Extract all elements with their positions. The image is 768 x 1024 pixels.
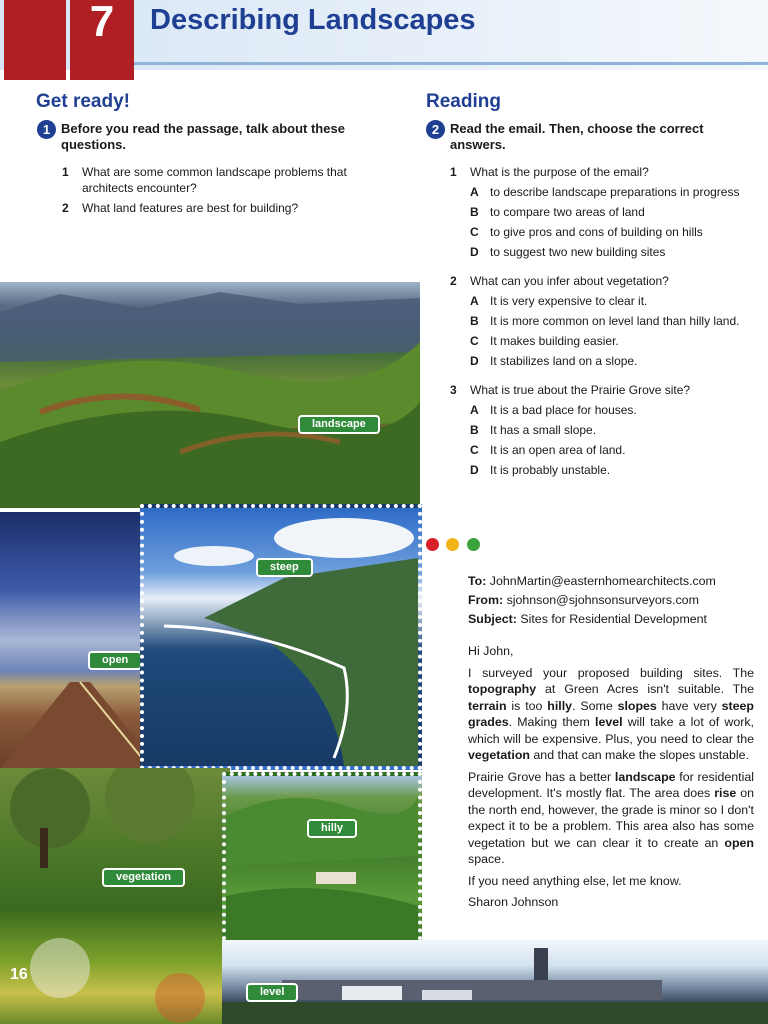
unit-tab-left: [4, 0, 66, 80]
question-text: What can you infer about vegetation?: [470, 274, 669, 288]
question-number: 2: [62, 201, 69, 215]
option-letter: B: [470, 205, 479, 219]
vegetation-photo: [0, 768, 230, 1024]
option-text: It stabilizes land on a slope.: [490, 354, 638, 368]
to-label: To:: [468, 574, 487, 588]
header-rule: [130, 62, 768, 65]
answer-option[interactable]: [470, 184, 766, 202]
email-to: [468, 572, 754, 591]
option-letter: A: [470, 185, 479, 199]
page-number: 16: [10, 966, 28, 983]
question-text: What are some common landscape problems that architects encounter?: [82, 165, 347, 195]
option-letter: D: [470, 463, 479, 477]
unit-number: 7: [89, 0, 115, 46]
text-run: Prairie Grove has a better: [468, 769, 615, 784]
keyword: hilly: [547, 698, 573, 713]
option-text: It makes building easier.: [490, 334, 619, 348]
reading-question: [450, 382, 760, 400]
option-letter: C: [470, 334, 479, 348]
hilly-photo: [222, 772, 422, 956]
option-letter: D: [470, 245, 479, 259]
option-text: to describe landscape preparations in progress: [490, 185, 740, 199]
text-run: on the north end, however, the grade is minor so I don't expect it to be a problem. This area also has some vegetation but we can clear it to create an: [468, 786, 754, 850]
get-ready-title: Get ready!: [36, 91, 130, 112]
email-signature: Sharon Johnson: [468, 895, 559, 909]
discussion-question: [62, 164, 382, 196]
option-text: It is probably unstable.: [490, 463, 611, 477]
text-run: for residential development. It's mostly flat. The area does: [468, 769, 754, 800]
text-run: . Making them: [508, 715, 596, 729]
green-dot-icon: [467, 538, 480, 551]
email-subject: [468, 610, 754, 629]
option-text: It has a small slope.: [490, 423, 597, 437]
label-level: level: [246, 983, 298, 1002]
answer-option[interactable]: [470, 204, 766, 222]
question-text: What is the purpose of the email?: [470, 165, 649, 179]
option-letter: C: [470, 225, 479, 239]
unit-number-box: [70, 0, 134, 80]
option-text: to give pros and cons of building on hills: [490, 225, 703, 239]
option-letter: D: [470, 354, 479, 368]
option-text: to suggest two new building sites: [490, 245, 666, 259]
task-instruction: Read the email. Then, choose the correct answers.: [450, 121, 704, 152]
text-run: and that can make the slopes unstable.: [529, 748, 750, 762]
subject-label: Subject:: [468, 612, 517, 626]
text-run: space.: [468, 852, 505, 866]
text-run: is too: [506, 698, 548, 713]
email-paragraph-2: [468, 769, 754, 868]
text-run: at Green Acres isn't suitable. The: [536, 682, 754, 696]
answer-option[interactable]: [470, 422, 766, 440]
email-window-dots: [426, 538, 483, 556]
landscape-hills-art: [0, 282, 420, 508]
keyword: terrain: [468, 698, 507, 713]
unit-title: Describing Landscapes: [150, 4, 476, 36]
road-art: [0, 512, 160, 768]
option-letter: B: [470, 423, 479, 437]
option-text: It is more common on level land than hilly land.: [490, 314, 740, 328]
keyword: open: [724, 835, 754, 850]
hills-art: [226, 776, 418, 952]
text-run: have very: [656, 698, 722, 713]
option-text: It is a bad place for houses.: [490, 403, 637, 417]
keyword: vegetation: [468, 748, 530, 762]
discussion-question: [62, 200, 382, 218]
reading-task: [426, 120, 756, 156]
reading-title: Reading: [426, 91, 501, 112]
option-text: It is very expensive to clear it.: [490, 294, 648, 308]
option-letter: C: [470, 443, 479, 457]
answer-option[interactable]: [470, 293, 766, 311]
town-art: [222, 940, 768, 1024]
yellow-dot-icon: [446, 538, 459, 551]
answer-option[interactable]: [470, 313, 766, 331]
level-town-photo: [222, 940, 768, 1024]
keyword: landscape: [614, 769, 676, 784]
from-label: From:: [468, 593, 504, 607]
answer-option[interactable]: [470, 442, 766, 460]
red-dot-icon: [426, 538, 439, 551]
option-letter: A: [470, 403, 479, 417]
text-run: will take a lot of work, which will be expensive. Plus, you need to clear the: [468, 715, 754, 746]
email-paragraph-1: [468, 665, 754, 764]
question-number: 2: [450, 274, 457, 288]
question-number: 1: [450, 165, 457, 179]
label-landscape: landscape: [298, 415, 380, 434]
reading-question: [450, 164, 760, 182]
question-number: 3: [450, 383, 457, 397]
keyword: slopes: [617, 698, 657, 713]
answer-option[interactable]: [470, 224, 766, 242]
get-ready-task: [37, 120, 377, 156]
steep-cliff-photo: [140, 504, 422, 770]
label-open: open: [88, 651, 142, 670]
task-instruction: Before you read the passage, talk about these questions.: [61, 121, 345, 152]
answer-option[interactable]: [470, 353, 766, 371]
option-text: to compare two areas of land: [490, 205, 645, 219]
subject-text: Sites for Residential Development: [520, 612, 707, 626]
open-road-photo: [0, 512, 160, 768]
answer-option[interactable]: [470, 244, 766, 262]
keyword: steep grades: [468, 698, 754, 729]
keyword: level: [595, 715, 623, 729]
keyword: topography: [468, 682, 537, 696]
label-vegetation: vegetation: [102, 868, 185, 887]
from-address: sjohnson@sjohnsonsurveyors.com: [506, 593, 699, 607]
email-body: [468, 572, 754, 916]
answer-option[interactable]: [470, 333, 766, 351]
reading-question: [450, 273, 760, 291]
question-text: What land features are best for building?: [82, 201, 299, 215]
answer-option[interactable]: [470, 402, 766, 420]
task-number-badge: 1: [37, 120, 56, 139]
label-steep: steep: [256, 558, 313, 577]
task-number-badge: 2: [426, 120, 445, 139]
answer-option[interactable]: [470, 462, 766, 480]
email-from: [468, 591, 754, 610]
question-number: 1: [62, 165, 69, 179]
option-letter: A: [470, 294, 479, 308]
option-text: It is an open area of land.: [490, 443, 626, 457]
option-letter: B: [470, 314, 479, 328]
cliff-art: [144, 508, 418, 766]
text-run: I surveyed your proposed building sites. The: [468, 665, 754, 680]
label-hilly: hilly: [307, 819, 357, 838]
text-run: . Some: [572, 698, 618, 713]
to-address: JohnMartin@easternhomearchitects.com: [489, 574, 716, 588]
landscape-photo: [0, 282, 420, 508]
email-greeting: Hi John,: [468, 644, 514, 658]
question-text: What is true about the Prairie Grove site?: [470, 383, 691, 397]
keyword: rise: [714, 786, 737, 800]
trees-art: [0, 768, 230, 1024]
email-closing: If you need anything else, let me know.: [468, 873, 682, 888]
